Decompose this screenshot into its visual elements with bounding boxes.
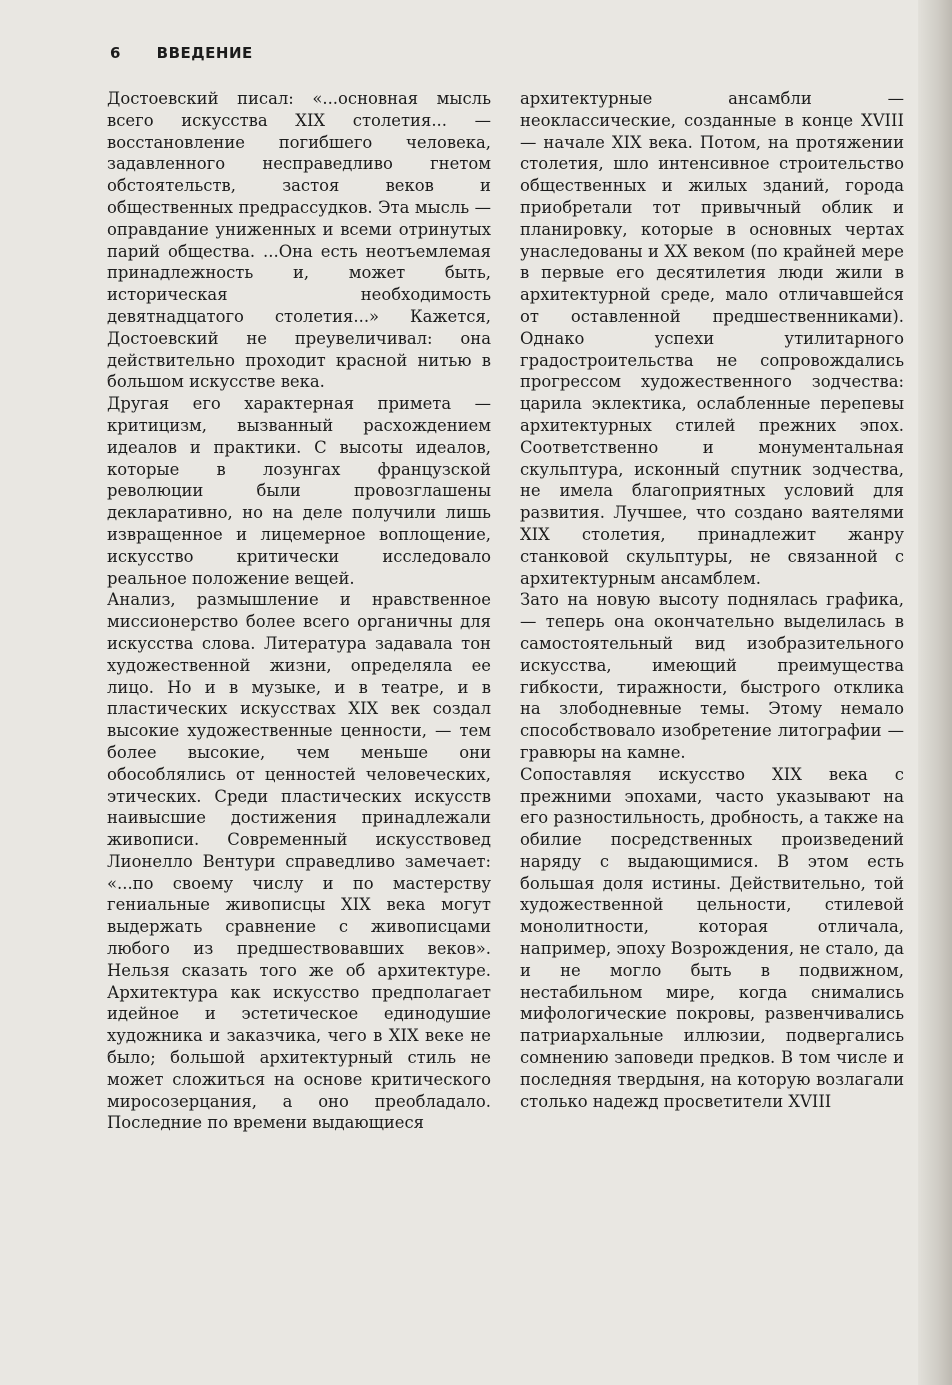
paragraph: архитектурные ансамбли — неоклассические, созданные в конце XVIII — начале XIX века. Потом, на протяжении столетия, шло интенсивное строительство общественных и жилых зданий, города приобретали тот привычный облик и планировку, которые в основных чертах унаследованы и XX веком (по крайней мере в первые его десятилетия люди жили в архитектурной среде, мало отличавшейся от оставленной предшественниками). Однако успехи утилитарного градостроительства не сопровождались прогрессом художественного зодчества: царила эклектика, ослабленные перепевы архитектурных стилей прежних эпох. Соответственно и монументальная скульптура, исконный спутник зодчества, не имела благоприятных условий для развития. Лучшее, что создано ваятелями XIX столетия, принадлежит жанру станковой скульптуры, не связанной с архитектурным ансамблем. xyxy=(520,89,904,588)
paragraph: Сопоставляя искусство XIX века с прежними эпохами, часто указывают на его разностильность, дробность, а также на обилие посредственных произведений наряду с выдающимися. В этом есть большая доля истины. Действительно, той художественной цельности, стилевой монолитности, которая отличала, например, эпоху Возрождения, не стало, да и не могло быть в подвижном, нестабильном мире, когда снимались мифологические покровы, развенчивались патриархальные иллюзии, подвергались сомнению заповеди предков. В том числе и последняя твердыня, на которую возлагали столько надежд просветители XVIII xyxy=(520,764,904,1111)
paragraph: Достоевский писал: «...основная мысль всего искусства XIX столетия... — восстановление погибшего человека, задавленного несправедливо гнетом обстоятельств, застоя веков и общественных предрассудков. Эта мысль — оправдание униженных и всеми отринутых парий общества. ...Она есть неотъемлемая принадлежность и, может быть, историческая необходимость девятнадцатого столетия...» Кажется, Достоевский не преувеличивал: она действительно проходит красной нитью в большом искусстве века. xyxy=(107,89,491,392)
text-column-left xyxy=(107,88,491,1134)
paragraph: Зато на новую высоту поднялась графика, — теперь она окончательно выделилась в самостоятельный вид изобразительного искусства, имеющий преимущества гибкости, тиражности, быстрого отклика на злободневные темы. Этому немало способствовало изобретение литографии — гравюры на камне. xyxy=(520,590,904,762)
paragraph: Анализ, размышление и нравственное миссионерство более всего органичны для искусства слова. Литература задавала тон художественной жизни, определяла ее лицо. Но и в музыке, и в театре, и в пластических искусствах XIX век создал высокие художественные ценности, — тем более высокие, чем меньше они обособлялись от ценностей человеческих, этических. Среди пластических искусств наивысшие достижения принадлежали живописи. Современный искусствовед Лионелло Вентури справедливо замечает: «...по своему числу и по мастерству гениальные живописцы XIX века могут выдержать сравнение с живописцами любого из предшествовавших веков». Нельзя сказать того же об архитектуре. Архитектура как искусство предполагает идейное и эстетическое единодушие художника и заказчика, чего в XIX веке не было; большой архитектурный стиль не может сложиться на основе критического миросозерцания, а оно преобладало. Последние по времени выдающиеся xyxy=(107,590,491,1133)
running-header xyxy=(110,44,253,62)
page-edge-shadow xyxy=(918,0,952,1385)
page-number: 6 xyxy=(110,44,121,62)
text-column-right xyxy=(520,88,904,1112)
paragraph: Другая его характерная примета — критицизм, вызванный расхождением идеалов и практики. С высоты идеалов, которые в лозунгах французской революции были провозглашены декларативно, но на деле получили лишь извращенное и лицемерное воплощение, искусство критически исследовало реальное положение вещей. xyxy=(107,394,491,588)
section-title: ВВЕДЕНИЕ xyxy=(156,44,253,62)
